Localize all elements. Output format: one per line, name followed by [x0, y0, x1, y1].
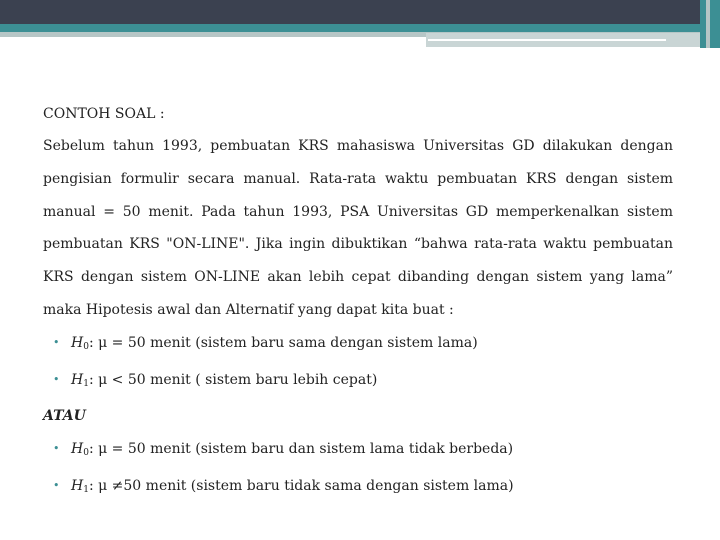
hypothesis-h1-alt-item — [43, 470, 673, 507]
bullet-icon: • — [53, 335, 60, 349]
hypothesis-h0-alt-item — [43, 433, 673, 470]
hypothesis-subscript: 0 — [83, 448, 89, 459]
slide-heading: CONTOH SOAL : — [43, 106, 165, 122]
header-band-teal — [0, 24, 720, 32]
hypothesis-symbol: H — [71, 334, 84, 351]
header-band-notch-line — [428, 39, 666, 41]
hypothesis-subscript: 0 — [83, 341, 89, 352]
header-right-strip — [700, 0, 720, 48]
hypothesis-subscript: 1 — [83, 484, 89, 495]
hypothesis-subscript: 1 — [83, 378, 89, 389]
hypothesis-list-1 — [43, 327, 673, 401]
header-band-dark — [0, 0, 720, 24]
hypothesis-symbol: H — [71, 371, 84, 388]
bullet-icon: • — [53, 478, 60, 492]
hypothesis-symbol: H — [71, 477, 84, 494]
problem-paragraph: Sebelum tahun 1993, pembuatan KRS mahasiswa Universitas GD dilakukan dengan pengisian formulir secara manual. Rata-rata waktu pembuatan KRS dengan sistem manual = 50 menit. Pada tahun 1993, PSA Universitas GD memperkenalkan sistem pembuatan KRS "ON-LINE". Jika ingin dibuktikan “bahwa rata-rata waktu pembuatan KRS dengan sistem ON-LINE akan lebih cepat dibanding dengan sistem yang lama” maka Hipotesis awal dan Alternatif yang dapat kita buat : — [43, 138, 673, 318]
header-right-strip-accent — [706, 0, 710, 48]
hypothesis-text: : μ < 50 menit ( sistem baru lebih cepat) — [88, 371, 378, 388]
hypothesis-text: : μ = 50 menit (sistem baru dan sistem lama tidak berbeda) — [88, 441, 514, 458]
hypothesis-symbol: H — [71, 441, 84, 458]
bullet-icon: • — [53, 372, 60, 386]
hypothesis-text: : μ = 50 menit (sistem baru sama dengan sistem lama) — [88, 334, 478, 351]
separator-label: ATAU — [43, 408, 86, 425]
hypothesis-h1-item — [43, 364, 673, 401]
hypothesis-list-2 — [43, 433, 673, 507]
bullet-icon: • — [53, 442, 60, 456]
hypothesis-text: : μ ≠50 menit (sistem baru tidak sama dengan sistem lama) — [88, 477, 514, 494]
hypothesis-h0-item — [43, 327, 673, 364]
slide-content — [43, 98, 673, 507]
